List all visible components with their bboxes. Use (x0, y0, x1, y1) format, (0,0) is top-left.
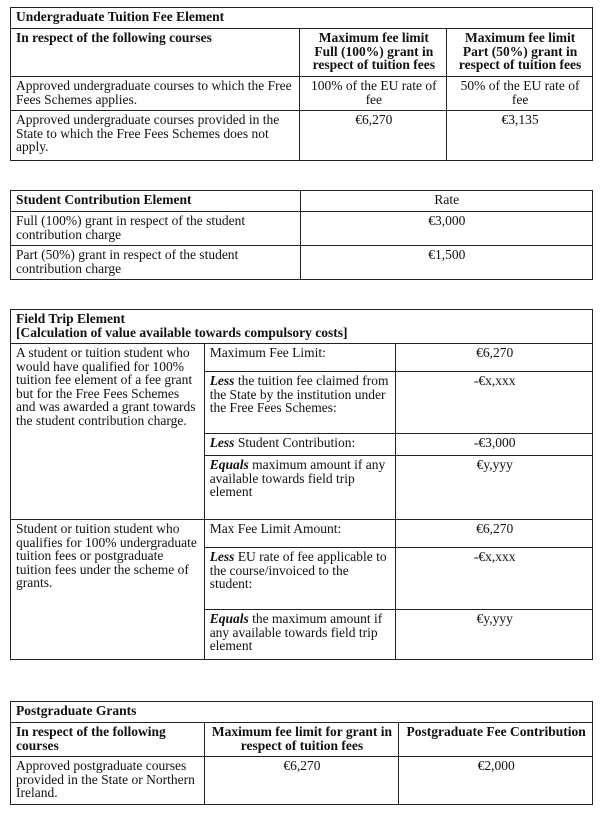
calc-lead: Equals (209, 457, 249, 472)
calc-line-label (204, 610, 396, 660)
calc-line-value: €6,270 (396, 520, 593, 548)
calc-lead: Equals (209, 611, 249, 626)
undergrad-tuition-table (10, 7, 593, 161)
course-description: Approved undergraduate courses to which the Free Fees Schemes applies. (11, 77, 300, 111)
calc-text: Max Fee Limit Amount: (209, 521, 342, 536)
postgrad-grants-table (10, 701, 593, 805)
postgrad-contribution-value: €2,000 (399, 757, 593, 805)
part-grant-value: €3,135 (447, 111, 593, 161)
calc-line-value: €y,yyy (396, 610, 593, 660)
calc-line-value: €y,yyy (396, 456, 593, 520)
table-row (11, 77, 593, 111)
undergrad-header-full: Maximum fee limit Full (100%) grant in respect of tuition fees (300, 29, 447, 77)
student-contribution-title: Student Contribution Element (11, 191, 301, 212)
calc-line-label (204, 372, 396, 434)
calc-lead: Less (209, 435, 235, 450)
calc-text: Maximum Fee Limit: (209, 345, 326, 360)
calc-line-label (204, 520, 396, 548)
calc-line-label (204, 344, 396, 372)
table-row (11, 757, 593, 805)
calc-lead: Less (209, 549, 235, 564)
calc-line-label (204, 548, 396, 610)
field-trip-title: Field Trip Element (16, 311, 125, 326)
contribution-rate: €1,500 (300, 246, 592, 280)
full-grant-value: €6,270 (300, 111, 447, 161)
calc-text: the tuition fee claimed from the State by the institution under the Free Fees Schemes: (209, 373, 389, 415)
rate-header: Rate (300, 191, 592, 212)
calc-line-label (204, 456, 396, 520)
contribution-rate: €3,000 (300, 212, 592, 246)
postgrad-header-max: Maximum fee limit for grant in respect of tuition fees (204, 723, 399, 757)
section1-description: A student or tuition student who would have qualified for 100% tuition fee element of a fee grant but for the Free Fees Schemes and was awarded a grant towards the student contribution charge. (11, 344, 205, 520)
calc-line-label (204, 434, 396, 456)
calc-text: the maximum amount if any available towards field trip element (209, 611, 383, 653)
calc-line-value: €6,270 (396, 344, 593, 372)
calc-line-value: -€x,xxx (396, 548, 593, 610)
postgrad-max-value: €6,270 (204, 757, 399, 805)
field-trip-heading (11, 310, 593, 344)
calc-text: maximum amount if any available towards field trip element (209, 457, 386, 499)
part-grant-value: 50% of the EU rate of fee (447, 77, 593, 111)
postgrad-header-contribution: Postgraduate Fee Contribution (399, 723, 593, 757)
course-description: Approved postgraduate courses provided in the State or Northern Ireland. (11, 757, 205, 805)
full-grant-value: 100% of the EU rate of fee (300, 77, 447, 111)
contribution-label: Full (100%) grant in respect of the student contribution charge (11, 212, 301, 246)
field-trip-table (10, 309, 593, 660)
table-row (11, 212, 593, 246)
table-row (11, 246, 593, 280)
postgrad-title: Postgraduate Grants (11, 702, 593, 723)
contribution-label: Part (50%) grant in respect of the student contribution charge (11, 246, 301, 280)
calc-line-value: -€3,000 (396, 434, 593, 456)
table-row (11, 111, 593, 161)
calc-lead: Less (209, 373, 235, 388)
undergrad-header-courses: In respect of the following courses (11, 29, 300, 77)
undergrad-header-part: Maximum fee limit Part (50%) grant in respect of tuition fees (447, 29, 593, 77)
undergrad-title: Undergraduate Tuition Fee Element (11, 8, 593, 29)
section2-description: Student or tuition student who qualifies for 100% undergraduate tuition fees or postgraduate tuition fees under the scheme of grants. (11, 520, 205, 660)
course-description: Approved undergraduate courses provided in the State to which the Free Fees Schemes does not apply. (11, 111, 300, 161)
calc-text: EU rate of fee applicable to the course/invoiced to the student: (209, 549, 387, 591)
calc-line-value: -€x,xxx (396, 372, 593, 434)
field-trip-subtitle: [Calculation of value available towards compulsory costs] (16, 324, 348, 340)
calc-text: Student Contribution: (234, 435, 356, 450)
student-contribution-table (10, 190, 593, 280)
postgrad-header-courses: In respect of the following courses (11, 723, 205, 757)
